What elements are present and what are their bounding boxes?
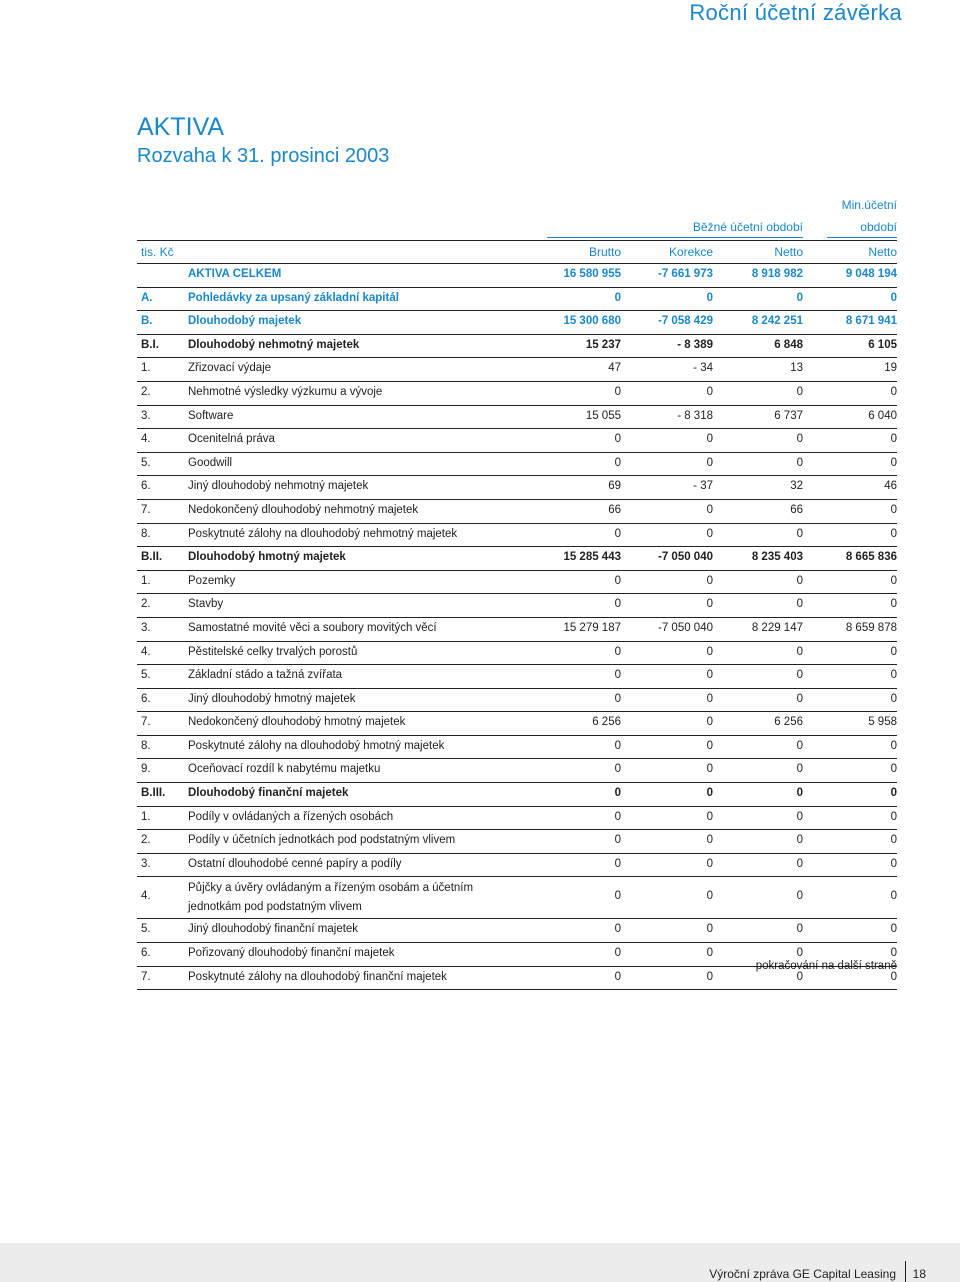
footer [0,1243,960,1282]
row-code: 3. [141,621,151,634]
row-label: Dlouhodobý hmotný majetek [188,551,346,564]
row-label: Podíly v účetních jednotkách pod podstatným vlivem [188,834,456,847]
row-netto: 66 [790,503,803,516]
row-code: B.III. [141,787,166,800]
row-code: 5. [141,669,151,682]
row-korekce: - 37 [693,480,713,493]
row-netto: 0 [796,970,803,983]
row-korekce: 0 [706,857,713,870]
row-code: 3. [141,409,151,422]
row-label: Oceňovací rozdíl k nabytému majetku [188,763,381,776]
footer-text: Výroční zpráva GE Capital Leasing [709,1267,896,1281]
row-label: Dlouhodobý majetek [188,315,302,328]
row-netto-prior: 5 958 [868,716,897,729]
table-row [137,358,897,382]
row-netto: 0 [796,598,803,611]
row-label: Základní stádo a tažná zvířata [188,669,343,682]
row-netto: 32 [790,480,803,493]
row-korekce: 0 [706,739,713,752]
table-row [137,571,897,595]
row-label: Nedokončený dlouhodobý nehmotný majetek [188,503,419,516]
row-netto-prior: 8 671 941 [845,315,897,328]
row-netto-prior: 0 [890,947,897,960]
row-netto-prior: 46 [884,480,897,493]
row-korekce: 0 [706,291,713,304]
row-netto-prior: 6 105 [868,338,897,351]
row-netto: 6 737 [774,409,803,422]
row-korekce: 0 [706,527,713,540]
row-code: B.II. [141,551,163,564]
page-subtitle: Rozvaha k 31. prosinci 2003 [137,145,390,167]
row-korekce: 0 [706,763,713,776]
unit-label: tis. Kč [141,245,174,259]
row-korekce: - 8 389 [677,338,713,351]
page-number: 18 [912,1267,926,1281]
row-label: Jiný dlouhodobý finanční majetek [188,923,359,936]
row-brutto: 47 [608,362,621,375]
table-row [137,759,897,783]
row-netto: 0 [796,456,803,469]
row-netto-prior: 0 [890,503,897,516]
row-label: Ocenitelná práva [188,433,275,446]
row-code: 1. [141,362,151,375]
row-korekce: 0 [706,834,713,847]
row-korekce: - 34 [693,362,713,375]
row-netto-prior: 0 [890,433,897,446]
row-brutto: 6 256 [592,716,621,729]
row-brutto: 69 [608,480,621,493]
row-netto: 0 [796,692,803,705]
row-korekce: 0 [706,385,713,398]
current-period-label: Běžné účetní období [547,220,803,238]
row-netto-prior: 19 [884,362,897,375]
row-brutto: 15 285 443 [563,551,621,564]
row-korekce: 0 [706,970,713,983]
row-netto: 6 256 [774,716,803,729]
row-korekce: 0 [706,456,713,469]
row-brutto: 0 [614,291,621,304]
row-netto: 0 [796,834,803,847]
table-row [137,453,897,477]
row-label: Software [188,409,234,422]
row-code: B. [141,315,153,328]
row-label: Nedokončený dlouhodobý hmotný majetek [188,716,406,729]
row-netto: 0 [796,645,803,658]
row-code: 4. [141,433,151,446]
row-label: Pěstitelské celky trvalých porostů [188,645,358,658]
row-brutto: 0 [614,834,621,847]
row-code: 7. [141,503,151,516]
row-netto: 0 [796,433,803,446]
row-code: 4. [141,645,151,658]
column-header-netto-prior: Netto [868,245,897,259]
title-block [137,112,389,170]
row-netto-prior: 0 [890,857,897,870]
row-netto-prior: 0 [890,669,897,682]
row-netto-prior: 0 [890,456,897,469]
row-label: Poskytnuté zálohy na dlouhodobý finanční majetek [188,970,447,983]
row-brutto: 0 [614,787,621,800]
row-code: 6. [141,947,151,960]
row-netto-prior: 0 [890,890,897,903]
row-brutto: 0 [614,970,621,983]
row-label: Poskytnuté zálohy na dlouhodobý nehmotný majetek [188,527,458,540]
row-korekce: 0 [706,787,713,800]
row-netto: 8 235 403 [751,551,803,564]
row-code: 5. [141,456,151,469]
header-title: Roční účetní závěrka [689,0,902,25]
row-netto-prior: 0 [890,385,897,398]
row-korekce: 0 [706,433,713,446]
row-netto: 8 918 982 [751,268,803,280]
row-code: B.I. [141,338,159,351]
row-netto: 8 242 251 [751,315,803,328]
prior-period-label-1: Min.účetní [841,198,897,212]
table-row [137,594,897,618]
row-netto-prior: 9 048 194 [845,268,897,280]
row-code: 9. [141,763,151,776]
row-brutto: 0 [614,527,621,540]
row-korekce: 0 [706,645,713,658]
row-netto-prior: 6 040 [868,409,897,422]
row-netto: 6 848 [774,338,803,351]
row-code: 4. [141,890,151,903]
table-row [137,712,897,736]
row-netto: 13 [790,362,803,375]
row-label: Ostatní dlouhodobé cenné papíry a podíly [188,857,402,870]
row-brutto: 0 [614,385,621,398]
row-code: 7. [141,716,151,729]
row-code: 6. [141,480,151,493]
row-brutto: 16 580 955 [563,268,621,280]
row-korekce: 0 [706,598,713,611]
row-code: A. [141,291,153,304]
row-netto: 0 [796,787,803,800]
row-netto-prior: 0 [890,692,897,705]
row-label: Poskytnuté zálohy na dlouhodobý hmotný majetek [188,739,445,752]
row-code: 2. [141,385,151,398]
table-row [137,382,897,406]
row-netto-prior: 0 [890,527,897,540]
column-header-korekce: Korekce [668,245,713,259]
table-row [137,783,897,807]
row-netto: 0 [796,890,803,903]
row-label: Dlouhodobý finanční majetek [188,787,349,800]
row-netto-prior: 0 [890,739,897,752]
row-brutto: 15 055 [585,409,621,422]
column-header-netto: Netto [774,245,803,259]
page-title: AKTIVA [137,113,225,141]
row-korekce: 0 [706,923,713,936]
balance-sheet-table [137,196,897,990]
row-korekce: -7 050 040 [658,551,713,564]
row-korekce: 0 [706,810,713,823]
row-label: AKTIVA CELKEM [188,268,282,280]
table-row [137,689,897,713]
row-label: Stavby [188,598,224,611]
table-row [137,736,897,760]
table-row [137,642,897,666]
row-netto-prior: 0 [890,923,897,936]
row-korekce: - 8 318 [677,409,713,422]
table-column-headers [137,240,897,264]
table-row [137,665,897,689]
row-netto: 0 [796,923,803,936]
row-netto: 0 [796,291,803,304]
row-brutto: 15 300 680 [563,315,621,328]
table-row [137,618,897,642]
row-korekce: 0 [706,716,713,729]
row-brutto: 0 [614,598,621,611]
row-korekce: 0 [706,669,713,682]
row-netto-prior: 0 [890,598,897,611]
row-netto: 0 [796,527,803,540]
row-brutto: 0 [614,857,621,870]
row-brutto: 0 [614,890,621,903]
row-code: 8. [141,739,151,752]
column-header-brutto: Brutto [588,245,621,259]
row-korekce: 0 [706,947,713,960]
row-code: 1. [141,810,151,823]
row-netto: 0 [796,810,803,823]
row-code: 8. [141,527,151,540]
row-netto: 8 229 147 [751,621,803,634]
row-brutto: 0 [614,923,621,936]
table-row [137,335,897,359]
row-netto-prior: 0 [890,810,897,823]
row-label: Půjčky a úvěry ovládaným a řízeným osobám a účetním jednotkám pod podstatným vlivem [188,882,474,914]
row-brutto: 0 [614,692,621,705]
row-brutto: 0 [614,645,621,658]
row-netto-prior: 0 [890,970,897,983]
row-code: 2. [141,598,151,611]
table-row [137,476,897,500]
row-brutto: 0 [614,456,621,469]
table-row [137,311,897,335]
row-code: 3. [141,857,151,870]
table-row [137,830,897,854]
row-label: Jiný dlouhodobý hmotný majetek [188,692,356,705]
row-brutto: 0 [614,763,621,776]
row-code: 5. [141,923,151,936]
row-netto-prior: 0 [890,574,897,587]
row-korekce: 0 [706,503,713,516]
row-netto: 0 [796,574,803,587]
row-label: Pohledávky za upsaný základní kapitál [188,291,399,304]
table-row [137,524,897,548]
table-row [137,429,897,453]
row-korekce: -7 661 973 [658,268,713,280]
continuation-note: pokračování na další straně [755,960,897,972]
row-brutto: 0 [614,574,621,587]
row-label: Zřizovací výdaje [188,362,272,375]
row-netto: 0 [796,739,803,752]
row-brutto: 0 [614,433,621,446]
row-netto: 0 [796,385,803,398]
row-code: 1. [141,574,151,587]
row-korekce: -7 050 040 [658,621,713,634]
row-code: 2. [141,834,151,847]
row-netto-prior: 0 [890,834,897,847]
table-row [137,854,897,878]
table-row [137,547,897,571]
row-brutto: 0 [614,947,621,960]
table-row [137,500,897,524]
row-brutto: 0 [614,739,621,752]
row-netto: 0 [796,669,803,682]
table-header-mid [137,218,897,240]
table-row [137,288,897,312]
row-netto: 0 [796,857,803,870]
row-netto: 0 [796,947,803,960]
row-brutto: 15 279 187 [563,621,621,634]
table-row [137,807,897,831]
row-label: Samostatné movité věci a soubory movitých věcí [188,621,437,634]
row-netto: 0 [796,763,803,776]
row-code: 7. [141,970,151,983]
row-label: Goodwill [188,456,233,469]
row-label: Podíly v ovládaných a řízených osobách [188,810,394,823]
row-label: Pořizovaný dlouhodobý finanční majetek [188,947,395,960]
table-row [137,406,897,430]
row-korekce: 0 [706,692,713,705]
row-brutto: 0 [614,669,621,682]
table-row [137,877,897,919]
table-row [137,264,897,288]
prior-period-label-2: období [827,220,897,238]
table-header-top [137,196,897,218]
row-korekce: 0 [706,890,713,903]
row-netto-prior: 8 665 836 [845,551,897,564]
row-netto-prior: 0 [890,291,897,304]
row-netto-prior: 0 [890,787,897,800]
row-korekce: 0 [706,574,713,587]
row-korekce: -7 058 429 [658,315,713,328]
table-row [137,919,897,943]
row-netto-prior: 0 [890,645,897,658]
row-netto-prior: 8 659 878 [845,621,897,634]
row-brutto: 0 [614,810,621,823]
row-netto-prior: 0 [890,763,897,776]
row-label: Dlouhodobý nehmotný majetek [188,338,360,351]
row-brutto: 15 237 [585,338,621,351]
table-body [137,264,897,990]
row-code: 6. [141,692,151,705]
row-label: Pozemky [188,574,236,587]
footer-divider [905,1261,906,1282]
row-brutto: 66 [608,503,621,516]
row-label: Nehmotné výsledky výzkumu a vývoje [188,385,383,398]
row-label: Jiný dlouhodobý nehmotný majetek [188,480,369,493]
